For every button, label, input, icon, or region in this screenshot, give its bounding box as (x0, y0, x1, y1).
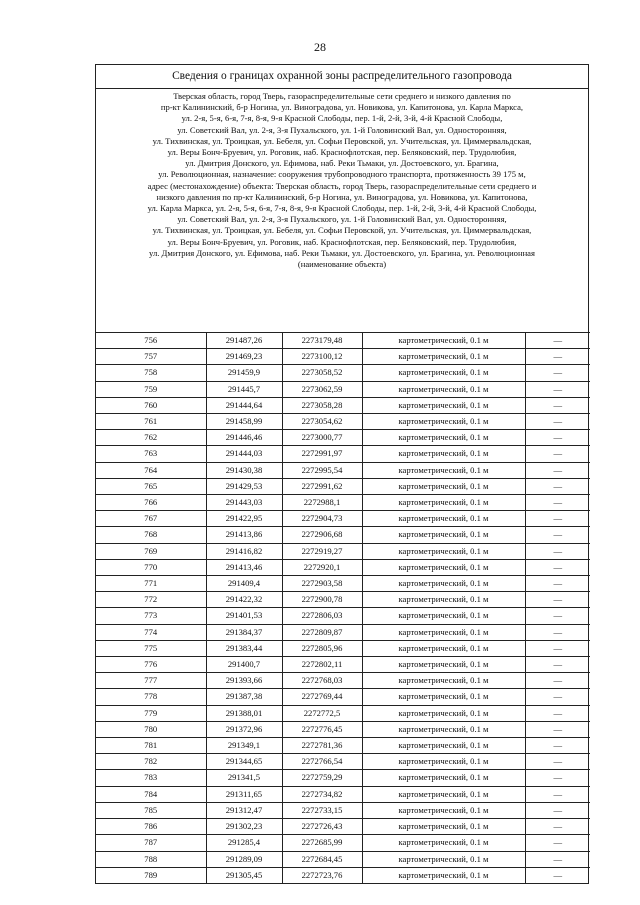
table-row (96, 770, 590, 786)
y-coordinate-cell: 2272920,1 (282, 559, 362, 575)
method-accuracy-cell: картометрический, 0.1 м (362, 559, 525, 575)
x-coordinate-cell: 291312,47 (206, 802, 282, 818)
method-accuracy-cell: картометрический, 0.1 м (362, 527, 525, 543)
table-row (96, 738, 590, 754)
point-number-cell: 787 (96, 835, 206, 851)
description-line: ул. Карла Маркса, ул. 2-я, 5-я, 6-я, 7-я, 8-я, 9-я Красной Слободы, пер. 1-й, 2-й, 3-й, 4-й Красной Слободы, (147, 203, 537, 214)
description-line: ул. Дмитрия Донского, ул. Ефимова, наб. Реки Тьмаки, ул. Достоевского, ул. Брагина, (185, 158, 499, 169)
point-description-cell: — (525, 430, 590, 446)
table-row (96, 349, 590, 365)
x-coordinate-cell: 291384,37 (206, 624, 282, 640)
method-accuracy-cell: картометрический, 0.1 м (362, 673, 525, 689)
table-row (96, 867, 590, 883)
point-number-cell: 771 (96, 576, 206, 592)
y-coordinate-cell: 2272766,54 (282, 754, 362, 770)
point-number-cell: 766 (96, 495, 206, 511)
y-coordinate-cell: 2272723,76 (282, 867, 362, 883)
point-description-cell: — (525, 689, 590, 705)
description-line: ул. Советский Вал, ул. 2-я, 3-я Пухальского, ул. 1-й Головинский Вал, ул. Односторонняя, (177, 124, 507, 135)
point-description-cell: — (525, 721, 590, 737)
method-accuracy-cell: картометрический, 0.1 м (362, 365, 525, 381)
point-description-cell: — (525, 770, 590, 786)
description-line: ул. Советский Вал, ул. 2-я, 3-я Пухальского, ул. 1-й Головинский Вал, ул. Односторонняя, (177, 214, 507, 225)
method-accuracy-cell: картометрический, 0.1 м (362, 705, 525, 721)
method-accuracy-cell: картометрический, 0.1 м (362, 478, 525, 494)
document-title: Сведения о границах охранной зоны распределительного газопровода (96, 65, 588, 89)
point-description-cell: — (525, 495, 590, 511)
point-number-cell: 783 (96, 770, 206, 786)
point-description-cell: — (525, 527, 590, 543)
x-coordinate-cell: 291285,4 (206, 835, 282, 851)
point-description-cell: — (525, 462, 590, 478)
table-row (96, 527, 590, 543)
table-row (96, 721, 590, 737)
table-row (96, 365, 590, 381)
y-coordinate-cell: 2273062,59 (282, 381, 362, 397)
y-coordinate-cell: 2272776,45 (282, 721, 362, 737)
point-number-cell: 777 (96, 673, 206, 689)
point-number-cell: 764 (96, 462, 206, 478)
point-description-cell: — (525, 333, 590, 349)
y-coordinate-cell: 2272768,03 (282, 673, 362, 689)
table-row (96, 543, 590, 559)
table-row (96, 851, 590, 867)
description-line: ул. Веры Бонч-Бруевич, ул. Роговик, наб. Краснофлотская, пер. Беляковский, пер. Трудолюбия, (167, 236, 517, 247)
description-line: ул. Революционная, назначение: сооружения трубопроводного транспорта, протяженность 39 175 м, (158, 169, 526, 180)
point-description-cell: — (525, 365, 590, 381)
table-row (96, 608, 590, 624)
point-number-cell: 786 (96, 819, 206, 835)
table-row (96, 559, 590, 575)
point-description-cell: — (525, 381, 590, 397)
table-row (96, 689, 590, 705)
point-description-cell: — (525, 640, 590, 656)
point-number-cell: 765 (96, 478, 206, 494)
point-number-cell: 767 (96, 511, 206, 527)
x-coordinate-cell: 291289,09 (206, 851, 282, 867)
point-description-cell: — (525, 819, 590, 835)
description-line: ул. Веры Бонч-Бруевич, ул. Роговик, наб. Краснофлотская, пер. Беляковский, пер. Трудолюбия, (167, 147, 517, 158)
y-coordinate-cell: 2272802,11 (282, 657, 362, 673)
point-description-cell: — (525, 657, 590, 673)
point-description-cell: — (525, 624, 590, 640)
description-line: низкого давления по пр-кт Калининский, б-р Ногина, ул. Виноградова, ул. Новикова, ул. Капитонова, (156, 191, 528, 202)
description-line: Тверская область, город Тверь, газораспределительные сети среднего и низкого давления по (173, 91, 511, 101)
point-number-cell: 772 (96, 592, 206, 608)
point-description-cell: — (525, 576, 590, 592)
table-row (96, 446, 590, 462)
y-coordinate-cell: 2272906,68 (282, 527, 362, 543)
point-number-cell: 768 (96, 527, 206, 543)
point-number-cell: 774 (96, 624, 206, 640)
table-row (96, 462, 590, 478)
y-coordinate-cell: 2272806,03 (282, 608, 362, 624)
coordinates-table-body (96, 333, 590, 883)
table-row (96, 705, 590, 721)
method-accuracy-cell: картометрический, 0.1 м (362, 770, 525, 786)
coordinates-table (96, 332, 590, 883)
method-accuracy-cell: картометрический, 0.1 м (362, 511, 525, 527)
point-description-cell: — (525, 397, 590, 413)
point-number-cell: 789 (96, 867, 206, 883)
table-row (96, 414, 590, 430)
point-description-cell: — (525, 349, 590, 365)
x-coordinate-cell: 291409,4 (206, 576, 282, 592)
table-row (96, 511, 590, 527)
x-coordinate-cell: 291400,7 (206, 657, 282, 673)
x-coordinate-cell: 291388,01 (206, 705, 282, 721)
y-coordinate-cell: 2272734,82 (282, 786, 362, 802)
point-description-cell: — (525, 608, 590, 624)
table-row (96, 657, 590, 673)
page-number: 28 (314, 40, 326, 54)
x-coordinate-cell: 291459,9 (206, 365, 282, 381)
point-description-cell: — (525, 673, 590, 689)
method-accuracy-cell: картометрический, 0.1 м (362, 430, 525, 446)
table-row (96, 381, 590, 397)
y-coordinate-cell: 2273000,77 (282, 430, 362, 446)
x-coordinate-cell: 291430,38 (206, 462, 282, 478)
method-accuracy-cell: картометрический, 0.1 м (362, 851, 525, 867)
x-coordinate-cell: 291305,45 (206, 867, 282, 883)
y-coordinate-cell: 2272685,99 (282, 835, 362, 851)
method-accuracy-cell: картометрический, 0.1 м (362, 835, 525, 851)
y-coordinate-cell: 2272904,73 (282, 511, 362, 527)
x-coordinate-cell: 291383,44 (206, 640, 282, 656)
table-row (96, 576, 590, 592)
point-number-cell: 780 (96, 721, 206, 737)
point-number-cell: 776 (96, 657, 206, 673)
description-line: ул. Дмитрия Донского, ул. Ефимова, наб. Реки Тьмаки, ул. Достоевского, ул. Брагина, ул. Революционная (149, 247, 535, 258)
method-accuracy-cell: картометрический, 0.1 м (362, 640, 525, 656)
point-description-cell: — (525, 786, 590, 802)
y-coordinate-cell: 2272900,78 (282, 592, 362, 608)
description-line: пр-кт Калининский, б-р Ногина, ул. Виноградова, ул. Новикова, ул. Капитонова, ул. Карла Маркса, (160, 102, 524, 113)
x-coordinate-cell: 291444,03 (206, 446, 282, 462)
method-accuracy-cell: картометрический, 0.1 м (362, 592, 525, 608)
x-coordinate-cell: 291341,5 (206, 770, 282, 786)
y-coordinate-cell: 2272995,54 (282, 462, 362, 478)
point-description-cell: — (525, 867, 590, 883)
point-description-cell: — (525, 851, 590, 867)
point-description-cell: — (525, 414, 590, 430)
table-row (96, 478, 590, 494)
method-accuracy-cell: картометрический, 0.1 м (362, 738, 525, 754)
table-row (96, 802, 590, 818)
method-accuracy-cell: картометрический, 0.1 м (362, 754, 525, 770)
y-coordinate-cell: 2272781,36 (282, 738, 362, 754)
point-description-cell: — (525, 705, 590, 721)
y-coordinate-cell: 2272991,62 (282, 478, 362, 494)
point-description-cell: — (525, 592, 590, 608)
x-coordinate-cell: 291446,46 (206, 430, 282, 446)
y-coordinate-cell: 2273058,52 (282, 365, 362, 381)
method-accuracy-cell: картометрический, 0.1 м (362, 446, 525, 462)
x-coordinate-cell: 291469,23 (206, 349, 282, 365)
y-coordinate-cell: 2273100,12 (282, 349, 362, 365)
point-description-cell: — (525, 802, 590, 818)
point-number-cell: 759 (96, 381, 206, 397)
method-accuracy-cell: картометрический, 0.1 м (362, 333, 525, 349)
object-name-caption: (наименование объекта) (297, 259, 387, 270)
x-coordinate-cell: 291387,38 (206, 689, 282, 705)
x-coordinate-cell: 291302,23 (206, 819, 282, 835)
x-coordinate-cell: 291413,46 (206, 559, 282, 575)
x-coordinate-cell: 291422,32 (206, 592, 282, 608)
x-coordinate-cell: 291443,03 (206, 495, 282, 511)
x-coordinate-cell: 291344,65 (206, 754, 282, 770)
point-number-cell: 757 (96, 349, 206, 365)
y-coordinate-cell: 2272809,87 (282, 624, 362, 640)
table-row (96, 333, 590, 349)
table-row (96, 835, 590, 851)
document-frame (95, 64, 589, 884)
x-coordinate-cell: 291458,99 (206, 414, 282, 430)
point-number-cell: 756 (96, 333, 206, 349)
table-row (96, 754, 590, 770)
x-coordinate-cell: 291422,95 (206, 511, 282, 527)
table-row (96, 673, 590, 689)
point-number-cell: 778 (96, 689, 206, 705)
description-line: ул. Тихвинская, ул. Троицкая, ул. Бебеля, ул. Софьи Перовской, ул. Учительская, ул. Циммервальдская, (152, 135, 532, 146)
point-description-cell: — (525, 446, 590, 462)
x-coordinate-cell: 291487,26 (206, 333, 282, 349)
method-accuracy-cell: картометрический, 0.1 м (362, 624, 525, 640)
method-accuracy-cell: картометрический, 0.1 м (362, 381, 525, 397)
y-coordinate-cell: 2272726,43 (282, 819, 362, 835)
method-accuracy-cell: картометрический, 0.1 м (362, 608, 525, 624)
point-number-cell: 762 (96, 430, 206, 446)
point-number-cell: 769 (96, 543, 206, 559)
x-coordinate-cell: 291393,66 (206, 673, 282, 689)
point-description-cell: — (525, 559, 590, 575)
point-description-cell: — (525, 478, 590, 494)
method-accuracy-cell: картометрический, 0.1 м (362, 397, 525, 413)
point-number-cell: 788 (96, 851, 206, 867)
method-accuracy-cell: картометрический, 0.1 м (362, 689, 525, 705)
y-coordinate-cell: 2272733,15 (282, 802, 362, 818)
object-description (96, 89, 588, 332)
point-number-cell: 761 (96, 414, 206, 430)
table-row (96, 786, 590, 802)
y-coordinate-cell: 2273179,48 (282, 333, 362, 349)
point-number-cell: 782 (96, 754, 206, 770)
point-number-cell: 760 (96, 397, 206, 413)
method-accuracy-cell: картометрический, 0.1 м (362, 819, 525, 835)
method-accuracy-cell: картометрический, 0.1 м (362, 414, 525, 430)
method-accuracy-cell: картометрический, 0.1 м (362, 721, 525, 737)
method-accuracy-cell: картометрический, 0.1 м (362, 786, 525, 802)
point-number-cell: 763 (96, 446, 206, 462)
table-row (96, 430, 590, 446)
y-coordinate-cell: 2273058,28 (282, 397, 362, 413)
point-description-cell: — (525, 835, 590, 851)
table-row (96, 624, 590, 640)
y-coordinate-cell: 2272772,5 (282, 705, 362, 721)
method-accuracy-cell: картометрический, 0.1 м (362, 576, 525, 592)
method-accuracy-cell: картометрический, 0.1 м (362, 349, 525, 365)
method-accuracy-cell: картометрический, 0.1 м (362, 657, 525, 673)
y-coordinate-cell: 2272903,58 (282, 576, 362, 592)
y-coordinate-cell: 2272805,96 (282, 640, 362, 656)
y-coordinate-cell: 2272759,29 (282, 770, 362, 786)
point-number-cell: 784 (96, 786, 206, 802)
point-number-cell: 779 (96, 705, 206, 721)
x-coordinate-cell: 291429,53 (206, 478, 282, 494)
point-number-cell: 781 (96, 738, 206, 754)
point-description-cell: — (525, 738, 590, 754)
x-coordinate-cell: 291349,1 (206, 738, 282, 754)
point-description-cell: — (525, 511, 590, 527)
description-line: ул. Тихвинская, ул. Троицкая, ул. Бебеля, ул. Софьи Перовской, ул. Учительская, ул. Циммервальдская, (152, 225, 532, 236)
table-row (96, 819, 590, 835)
point-number-cell: 773 (96, 608, 206, 624)
method-accuracy-cell: картометрический, 0.1 м (362, 462, 525, 478)
x-coordinate-cell: 291372,96 (206, 721, 282, 737)
x-coordinate-cell: 291444,64 (206, 397, 282, 413)
point-number-cell: 785 (96, 802, 206, 818)
point-number-cell: 770 (96, 559, 206, 575)
point-number-cell: 758 (96, 365, 206, 381)
table-row (96, 640, 590, 656)
table-row (96, 592, 590, 608)
y-coordinate-cell: 2272684,45 (282, 851, 362, 867)
table-row (96, 397, 590, 413)
x-coordinate-cell: 291416,82 (206, 543, 282, 559)
y-coordinate-cell: 2273054,62 (282, 414, 362, 430)
description-line: адрес (местонахождение) объекта: Тверская область, город Тверь, газораспределительные сети среднего и (147, 180, 537, 191)
point-description-cell: — (525, 543, 590, 559)
y-coordinate-cell: 2272988,1 (282, 495, 362, 511)
x-coordinate-cell: 291445,7 (206, 381, 282, 397)
y-coordinate-cell: 2272769,44 (282, 689, 362, 705)
method-accuracy-cell: картометрический, 0.1 м (362, 495, 525, 511)
method-accuracy-cell: картометрический, 0.1 м (362, 867, 525, 883)
point-description-cell: — (525, 754, 590, 770)
y-coordinate-cell: 2272919,27 (282, 543, 362, 559)
x-coordinate-cell: 291413,86 (206, 527, 282, 543)
x-coordinate-cell: 291401,53 (206, 608, 282, 624)
method-accuracy-cell: картометрический, 0.1 м (362, 802, 525, 818)
table-row (96, 495, 590, 511)
method-accuracy-cell: картометрический, 0.1 м (362, 543, 525, 559)
description-line: ул. 2-я, 5-я, 6-я, 7-я, 8-я, 9-я Красной Слободы, пер. 1-й, 2-й, 3-й, 4-й Красной Слободы, (181, 113, 503, 124)
point-number-cell: 775 (96, 640, 206, 656)
y-coordinate-cell: 2272991,97 (282, 446, 362, 462)
x-coordinate-cell: 291311,65 (206, 786, 282, 802)
